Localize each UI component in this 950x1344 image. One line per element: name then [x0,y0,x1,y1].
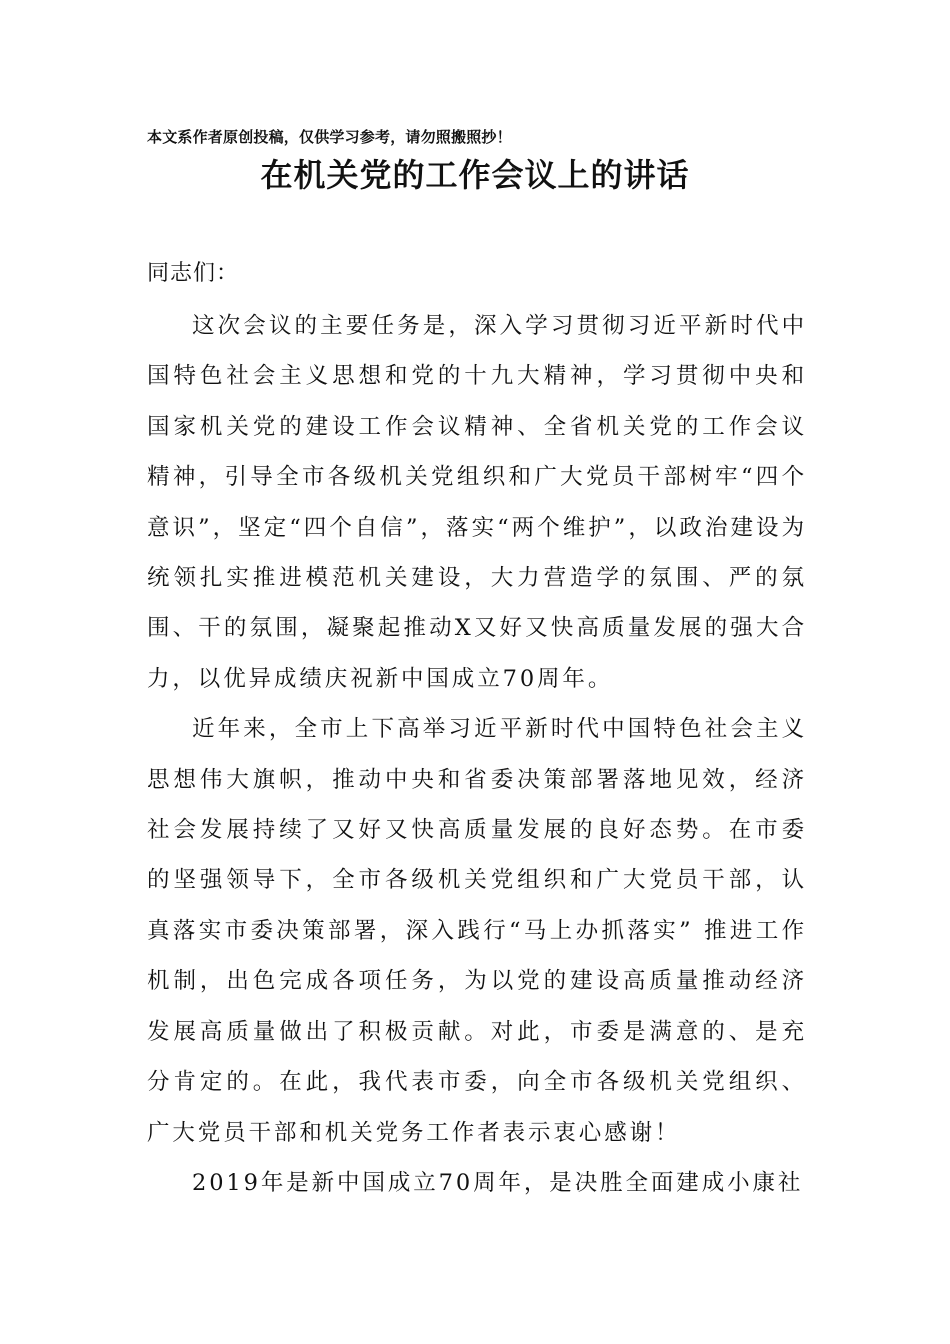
salutation: 同志们： [147,261,240,286]
paragraph: 2019年是新中国成立70周年，是决胜全面建成小康社 [192,1169,804,1196]
paragraph: 这次会议的主要任务是，深入学习贯彻习近平新时代中国特色社会主义思想和党的十九大精神，学习贯彻中央和国家机关党的建设工作会议精神、全省机关党的工作会议精神，引导全市各级机关党组织和广大党员干部树牢“四个意识”，坚定“四个自信”，落实“两个维护”，以政治建设为统领扎实推进模范机关建设，大力营造学的氛围、严的氛围、干的氛围，凝聚起推动X又好又快高质量发展的强大合力，以优异成绩庆祝新中国成立70周年。 [147,313,807,692]
paragraph: 近年来，全市上下高举习近平新时代中国特色社会主义思想伟大旗帜，推动中央和省委决策部署落地见效，经济社会发展持续了又好又快高质量发展的良好态势。在市委的坚强领导下，全市各级机关党组织和广大党员干部，认真落实市委决策部署，深入践行“马上办抓落实” 推进工作机制，出色完成各项任务，为以党的建设高质量推动经济发展高质量做出了积极贡献。对此，市委是满意的、是充分肯定的。在此，我代表市委，向全市各级机关党组织、广大党员干部和机关党务工作者表示衷心感谢！ [147,716,807,1146]
document-body [147,301,807,1208]
document-title: 在机关党的工作会议上的讲话 [260,156,690,194]
copyright-notice: 本文系作者原创投稿，仅供学习参考，请勿照搬照抄！ [147,128,512,146]
